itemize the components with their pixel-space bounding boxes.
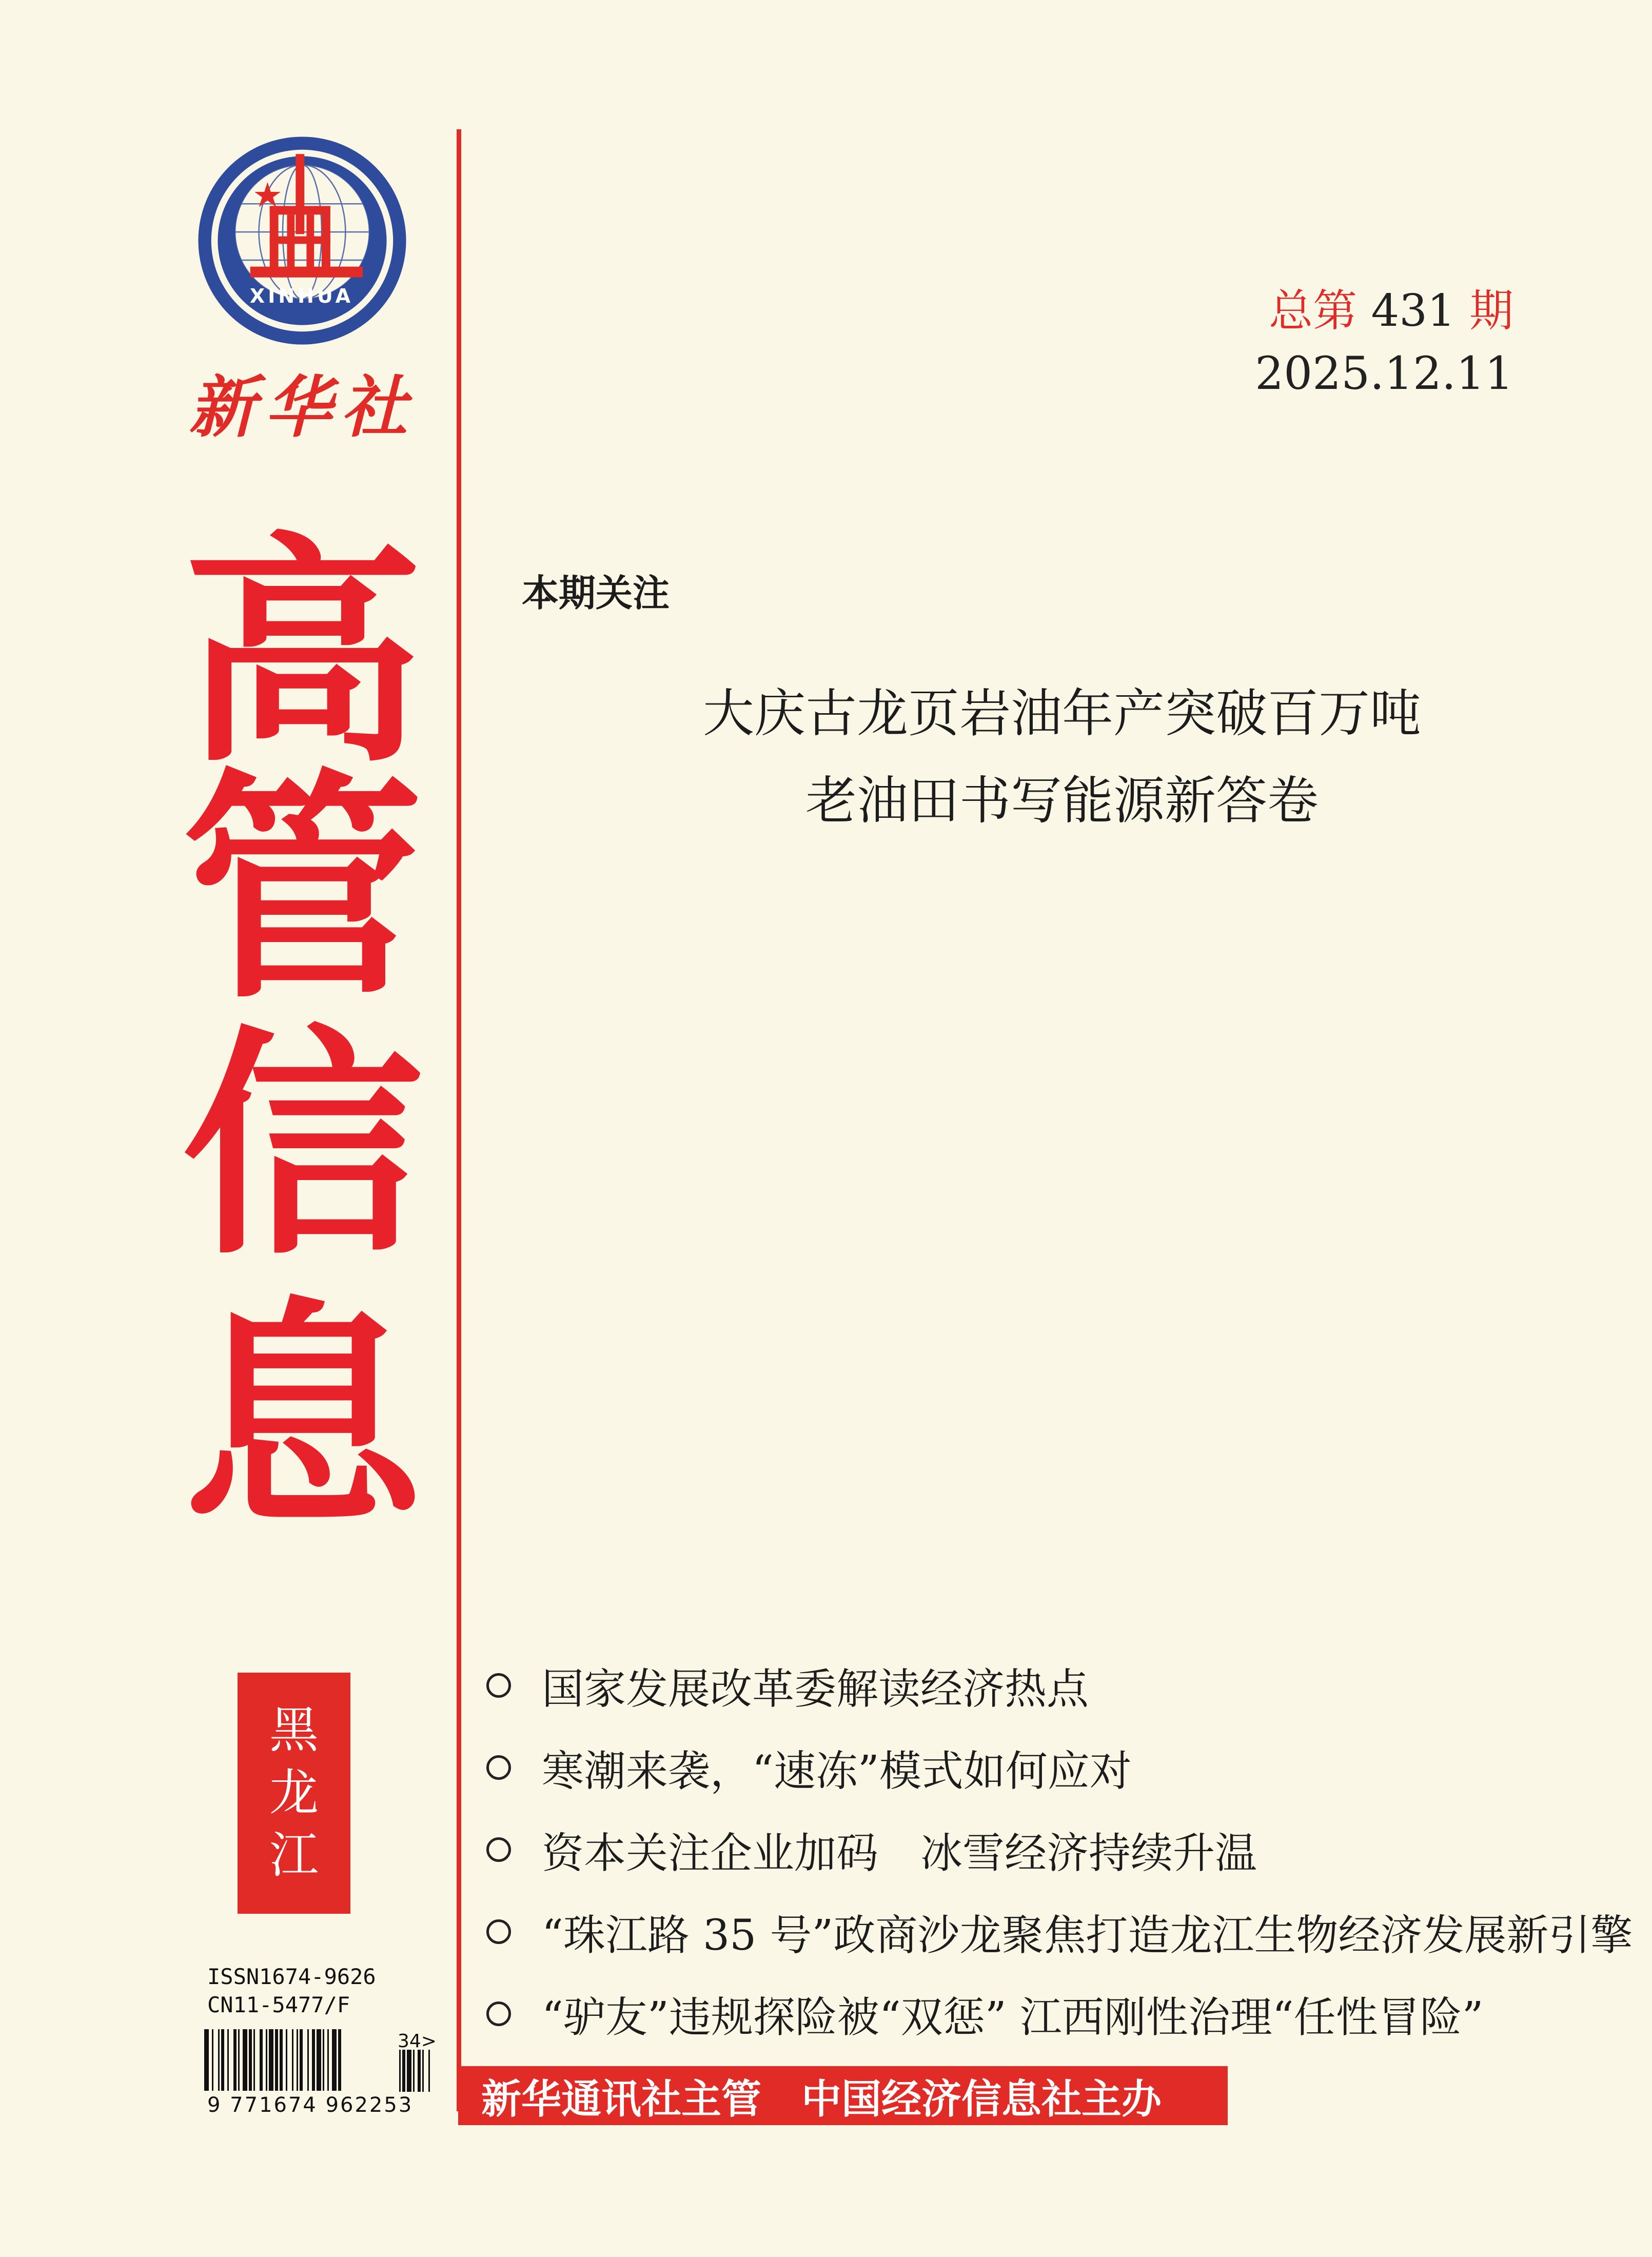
bullet-circle-icon <box>486 1919 511 1944</box>
bullet-circle-icon <box>486 2001 511 2026</box>
issue-number <box>1180 275 1513 339</box>
barcode-bar <box>312 2029 315 2091</box>
bullet-circle-icon <box>486 1755 511 1780</box>
barcode-bar <box>221 2029 224 2091</box>
region-badge <box>238 1673 350 1914</box>
barcode-addon-bar <box>402 2050 405 2092</box>
barcode-bar <box>286 2029 287 2091</box>
bullet-circle-icon <box>486 1837 511 1862</box>
title-char-1: 高 <box>182 514 423 794</box>
barcode-bar <box>243 2029 247 2091</box>
list-item <box>486 1973 1641 2055</box>
list-item-text: “驴友”违规探险被“双惩” 江西刚性治理“任性冒险” <box>542 1993 1484 2042</box>
vertical-rule <box>457 129 461 2111</box>
list-item-text: 寒潮来袭，“速冻”模式如何应对 <box>542 1746 1132 1796</box>
barcode-bar <box>253 2029 255 2091</box>
issue-suffix: 期 <box>1469 285 1513 337</box>
list-item-text: 资本关注企业加码 冰雪经济持续升温 <box>542 1829 1257 1878</box>
title-char-3: 信 <box>182 1006 423 1287</box>
headline-line-2: 老油田书写能源新答卷 <box>805 771 1319 831</box>
barcode-bar <box>300 2029 303 2091</box>
barcode-bar <box>323 2029 324 2091</box>
barcode-bar <box>233 2029 237 2091</box>
barcode-bar <box>338 2029 341 2091</box>
barcode-bar <box>332 2029 337 2091</box>
barcode-bar <box>269 2029 273 2091</box>
barcode-bar <box>204 2029 209 2091</box>
list-item <box>486 1644 1641 1726</box>
bullet-circle-icon <box>486 1673 511 1698</box>
barcode-bar <box>307 2029 309 2091</box>
barcode-bar <box>260 2029 263 2091</box>
list-item <box>486 1809 1641 1891</box>
barcode-addon-bar <box>418 2050 421 2092</box>
region-char-3: 江 <box>269 1826 319 1884</box>
barcode-bar <box>275 2029 278 2091</box>
barcode-bar <box>249 2029 252 2091</box>
barcode-bar <box>317 2029 321 2091</box>
xinhua-emblem-icon <box>194 132 410 349</box>
contents-list <box>486 1644 1641 2055</box>
region-char-2: 龙 <box>269 1764 319 1822</box>
headline-line-1: 大庆古龙页岩油年产突破百万吨 <box>703 683 1421 743</box>
publisher-footer: 新华通讯社主管 中国经济信息社主办 <box>458 2066 1228 2125</box>
barcode-bar <box>238 2029 240 2091</box>
list-item <box>486 1726 1641 1809</box>
issue-date: 2025.12.11 <box>1255 347 1513 400</box>
barcode-bar <box>227 2029 229 2091</box>
region-char-1: 黑 <box>269 1701 319 1759</box>
cn-code: CN11-5477/F <box>207 1992 350 2017</box>
issue-num: 431 <box>1371 285 1456 337</box>
barcode-bar <box>212 2029 213 2091</box>
issue-prefix: 总第 <box>1269 285 1358 337</box>
barcode-bar <box>280 2029 283 2091</box>
barcode-number: 9 771674 962253 <box>207 2093 414 2117</box>
barcode-addon-bar <box>407 2050 411 2092</box>
issn-block <box>207 1963 376 2019</box>
list-item <box>486 1891 1641 1973</box>
list-item-text: “珠江路 35 号”政商沙龙聚焦打造龙江生物经济发展新引擎 <box>542 1911 1633 1960</box>
barcode-bar <box>297 2029 298 2091</box>
barcode-addon-bar <box>413 2050 415 2092</box>
list-item-text: 国家发展改革委解读经济热点 <box>542 1664 1089 1714</box>
logo-text: XINHUA <box>249 285 354 307</box>
barcode-bar <box>218 2029 220 2091</box>
barcode-bar <box>292 2029 293 2091</box>
title-char-4: 息 <box>182 1278 423 1559</box>
focus-label: 本期关注 <box>522 571 670 615</box>
barcode-addon-bar <box>399 2050 401 2092</box>
barcode-addon-bar <box>422 2050 424 2092</box>
barcode-bar <box>266 2029 267 2091</box>
barcode-addon: 34> <box>398 2031 437 2052</box>
title-char-2: 管 <box>182 750 423 1030</box>
issn-code: ISSN1674-9626 <box>207 1964 376 1989</box>
barcode-addon-bar <box>428 2050 430 2092</box>
publisher-name: 新华社 <box>188 368 417 446</box>
barcode-bar <box>327 2029 329 2091</box>
